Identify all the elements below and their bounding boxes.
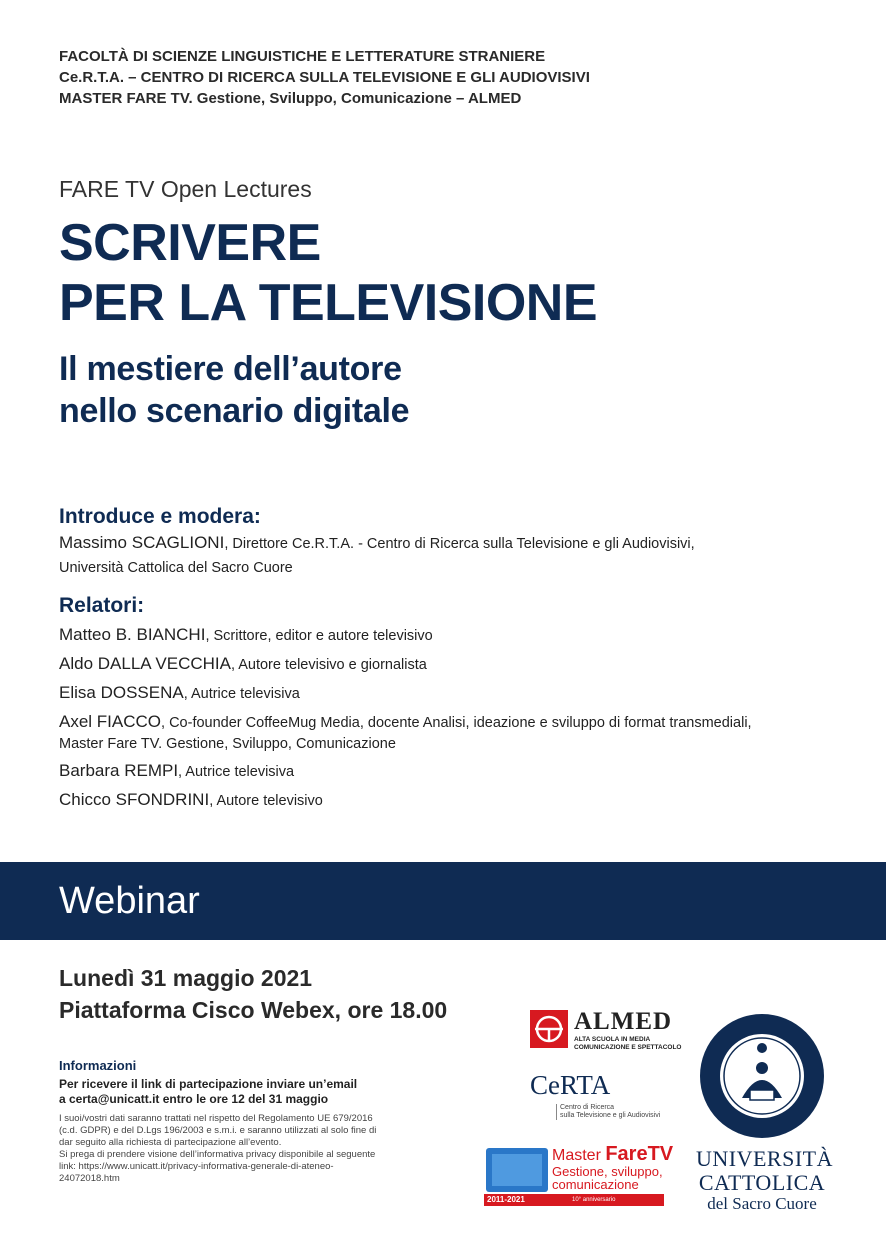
info-section	[59, 1058, 389, 1185]
speaker-item	[59, 711, 849, 754]
speaker-role: , Autore televisivo e giornalista	[230, 657, 427, 673]
faculty-header	[59, 46, 590, 109]
master-faretv-logo	[484, 1140, 674, 1208]
master-word: Master	[552, 1147, 606, 1164]
university-line: del Sacro Cuore	[707, 1194, 817, 1213]
moderator-section	[59, 505, 849, 580]
master-title	[552, 1143, 673, 1166]
speaker-item	[59, 789, 849, 812]
webinar-label: Webinar	[59, 880, 200, 922]
speaker-item	[59, 682, 849, 705]
header-line: FACOLTÀ DI SCIENZE LINGUISTICHE E LETTERATURE STRANIERE	[59, 48, 546, 65]
certa-wordmark: CeRTA	[530, 1070, 611, 1100]
webinar-band	[0, 862, 886, 940]
privacy-notice	[59, 1113, 389, 1185]
speaker-name: Barbara REMPI	[59, 761, 179, 780]
speaker-item	[59, 653, 849, 676]
schedule	[59, 962, 447, 1026]
unicatt-logo	[696, 1012, 833, 1213]
moderator-name: Massimo SCAGLIONI	[59, 533, 225, 552]
event-series: FARE TV Open Lectures	[59, 176, 312, 202]
anniversary-label: 10° anniversario	[572, 1197, 616, 1203]
speaker-name: Elisa DOSSENA	[59, 683, 184, 702]
university-line: CATTOLICA	[698, 1170, 826, 1195]
event-subtitle	[59, 348, 409, 432]
header-line: Ce.R.T.A. – CENTRO DI RICERCA SULLA TELEVISIONE E GLI AUDIOVISIVI	[59, 69, 590, 86]
anniversary-years: 2011-2021	[487, 1195, 525, 1204]
speakers-heading: Relatori:	[59, 594, 145, 617]
certa-tag-line: Centro di Ricerca	[560, 1104, 615, 1111]
moderator-role: , Direttore Ce.R.T.A. - Centro di Ricerca sulla Televisione e gli Audiovisivi,	[224, 536, 695, 552]
event-title	[59, 213, 597, 333]
master-subtitle	[552, 1165, 663, 1191]
almed-wordmark: ALMED	[574, 1008, 673, 1035]
master-subtitle-line: comunicazione	[552, 1177, 639, 1192]
speakers-section	[59, 594, 849, 812]
speaker-role: , Co-founder CoffeeMug Media, docente Analisi, ideazione e sviluppo di format transmediali,	[161, 715, 752, 731]
info-heading: Informazioni	[59, 1058, 137, 1073]
info-line: Per ricevere il link di partecipazione inviare un’email	[59, 1077, 358, 1091]
moderator-heading: Introduce e modera:	[59, 505, 261, 528]
subtitle-line: nello scenario digitale	[59, 392, 410, 430]
university-line: UNIVERSITÀ	[696, 1146, 833, 1171]
speaker-role: , Scrittore, editor e autore televisivo	[205, 628, 433, 644]
speaker-item	[59, 760, 849, 783]
header-line: MASTER FARE TV. Gestione, Sviluppo, Comunicazione – ALMED	[59, 90, 522, 107]
speaker-role: , Autrice televisiva	[178, 764, 295, 780]
moderator-entry	[59, 531, 849, 580]
privacy-link-text: Si prega di prendere visione dell’informativa privacy disponibile al seguente link: https://www.unicatt.it/privacy-informativa-generale-di-ateneo-24072018.htm	[59, 1149, 376, 1184]
almed-tag-line: COMUNICAZIONE E SPETTACOLO	[574, 1044, 682, 1051]
title-line: PER LA TELEVISIONE	[59, 274, 598, 332]
subtitle-line: Il mestiere dell’autore	[59, 350, 402, 388]
info-instructions	[59, 1077, 389, 1107]
faretv-word: FareTV	[605, 1143, 674, 1165]
certa-tag-line: sulla Televisione e gli Audiovisivi	[560, 1112, 661, 1119]
moderator-role-cont: Università Cattolica del Sacro Cuore	[59, 560, 293, 576]
speaker-role-cont: Master Fare TV. Gestione, Sviluppo, Comunicazione	[59, 736, 396, 752]
speaker-name: Axel FIACCO	[59, 712, 162, 731]
almed-tag-line: ALTA SCUOLA IN MEDIA	[574, 1036, 651, 1043]
certa-tagline	[556, 1104, 660, 1120]
title-line: SCRIVERE	[59, 214, 321, 272]
event-place: Piattaforma Cisco Webex, ore 18.00	[59, 997, 448, 1023]
speaker-role: , Autrice televisiva	[183, 686, 300, 702]
master-subtitle-line: Gestione, sviluppo,	[552, 1164, 663, 1179]
privacy-text: I suoi/vostri dati saranno trattati nel rispetto del Regolamento UE 679/2016 (c.d. GDPR) e del D.Lgs 196/2003 e s.m.i. e saranno utilizzati al solo fine di dar seguito alla richiesta di partecipazione all’evento.	[59, 1113, 377, 1148]
almed-mark-icon	[530, 1010, 568, 1048]
speaker-item	[59, 624, 849, 647]
event-date: Lunedì 31 maggio 2021	[59, 965, 313, 991]
speaker-name: Matteo B. BIANCHI	[59, 625, 206, 644]
certa-logo	[530, 1070, 680, 1120]
speaker-name: Chicco SFONDRINI	[59, 790, 210, 809]
info-line: a certa@unicatt.it entro le ore 12 del 31 maggio	[59, 1092, 329, 1106]
speaker-name: Aldo DALLA VECCHIA	[59, 654, 231, 673]
almed-logo	[530, 1008, 680, 1052]
university-seal-icon	[698, 1012, 826, 1140]
speaker-role: , Autore televisivo	[209, 793, 323, 809]
tv-screen-icon	[492, 1154, 542, 1186]
almed-tagline	[574, 1036, 684, 1052]
